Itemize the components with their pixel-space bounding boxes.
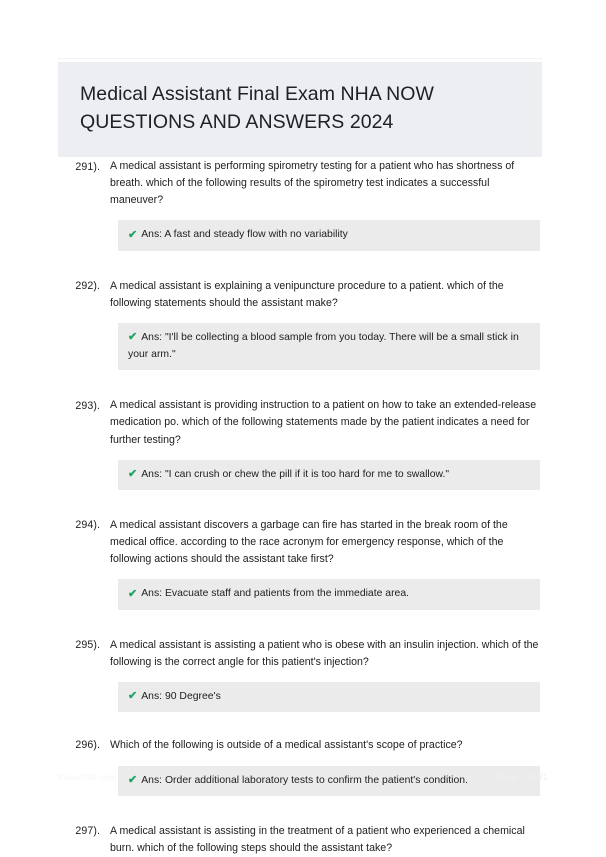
question-text: A medical assistant is performing spirometry testing for a patient who has shortness of breath. which of the following results of the spirometry test indicates a successful maneuver? [110, 160, 515, 207]
question-text: A medical assistant is assisting in the treatment of a patient who experienced a chemical burn. which of the following steps should the assistant take? [110, 824, 525, 854]
answer-wrapper [0, 682, 606, 712]
answer-wrapper [0, 220, 606, 250]
qa-block [0, 737, 606, 796]
answer-wrapper [0, 323, 606, 370]
spacer [0, 490, 606, 517]
question-text: A medical assistant is explaining a venipuncture procedure to a patient. which of the following statements should the assistant make? [110, 279, 504, 309]
qa-block [0, 278, 606, 371]
question-number: 294). [75, 519, 100, 532]
check-mark-icon: ✔ [128, 468, 138, 481]
question-text: Which of the following is outside of a medical assistant's scope of practice? [110, 738, 463, 751]
answer-text: Ans: "I'll be collecting a blood sample from you today. There will be a small stick in your arm." [128, 331, 519, 361]
question-number: 296). [75, 739, 100, 752]
watermark-brand: PaperStic.com [58, 772, 117, 782]
check-mark-icon: ✔ [128, 331, 138, 344]
check-mark-icon: ✔ [128, 587, 138, 600]
question-row [0, 397, 606, 448]
answer-box [118, 220, 540, 250]
question-number: 297). [75, 825, 100, 838]
spacer [0, 251, 606, 278]
spacer [0, 610, 606, 637]
page-footer [58, 772, 548, 782]
answer-box [118, 323, 540, 370]
check-mark-icon: ✔ [128, 228, 138, 241]
question-row [0, 823, 606, 857]
question-row [0, 158, 606, 209]
check-mark-icon: ✔ [128, 690, 138, 703]
answer-wrapper [0, 460, 606, 490]
question-text: A medical assistant discovers a garbage can fire has started in the break room of the medical office. according to the race acronym for emergency response, which of the following actions should the assistant take first? [110, 518, 508, 566]
qa-block [0, 517, 606, 610]
answer-box [118, 460, 540, 490]
qa-block [0, 397, 606, 490]
spacer [0, 370, 606, 397]
answer-text: Ans: 90 Degree's [141, 690, 221, 702]
qa-block [0, 823, 606, 857]
question-row [0, 737, 606, 755]
answer-box [118, 579, 540, 609]
question-row [0, 637, 606, 671]
question-text: A medical assistant is assisting a patient who is obese with an insulin injection. which of the following is the correct angle for this patient's injection? [110, 638, 539, 668]
document-title-band [58, 62, 542, 157]
question-number: 295). [75, 639, 100, 651]
answer-text: Ans: Evacuate staff and patients from the immediate area. [141, 588, 410, 600]
question-text: A medical assistant is providing instruction to a patient on how to take an extended-release medication po. which of the following statements made by the patient indicates a need for further testing? [110, 399, 537, 446]
question-number: 293). [75, 399, 100, 412]
answer-wrapper [0, 579, 606, 609]
answer-box [118, 682, 540, 712]
qa-block [0, 158, 606, 251]
spacer [0, 712, 606, 737]
question-row [0, 278, 606, 312]
page-title: Medical Assistant Final Exam NHA NOW QUESTIONS AND ANSWERS 2024 [80, 83, 434, 133]
answer-text: Ans: "I can crush or chew the pill if it is too hard for me to swallow." [141, 468, 450, 480]
answer-text: Ans: Order additional laboratory tests to confirm the patient's condition. [141, 774, 468, 786]
question-row [0, 517, 606, 568]
qa-block [0, 637, 606, 712]
answer-text: Ans: A fast and steady flow with no variability [141, 229, 348, 241]
check-mark-icon: ✔ [128, 774, 138, 787]
header-divider [58, 58, 542, 59]
question-number: 291). [75, 160, 100, 173]
questions-list [0, 158, 606, 857]
question-number: 292). [75, 280, 100, 293]
page-number-label: Page 1 of 21 [495, 772, 548, 782]
